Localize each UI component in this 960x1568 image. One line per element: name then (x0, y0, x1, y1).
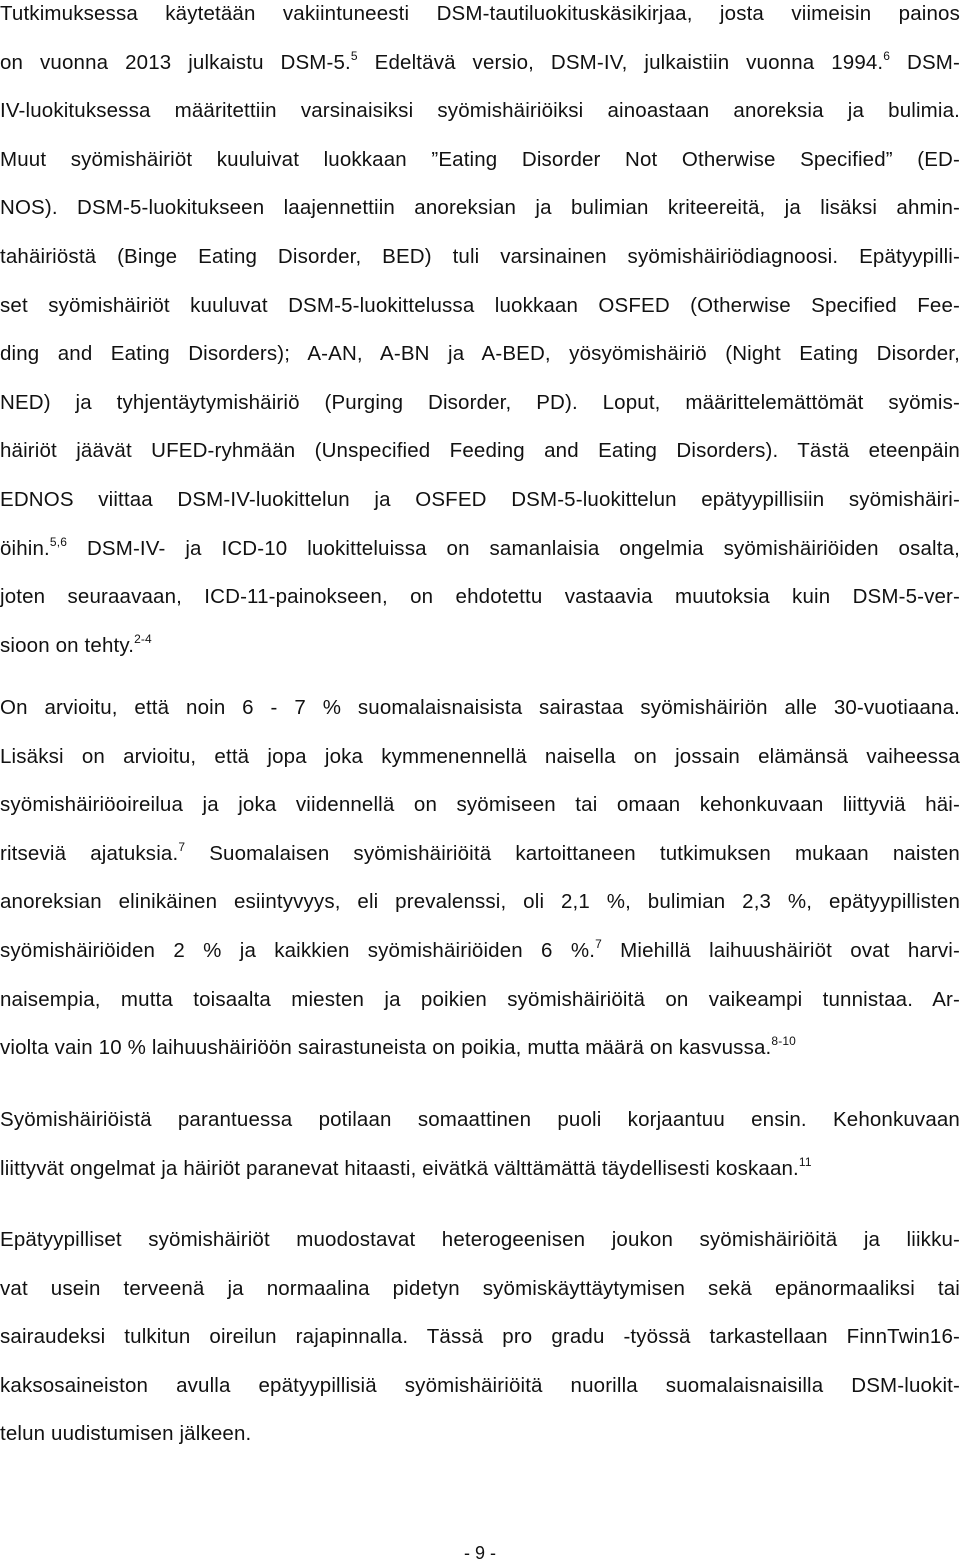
text-line: häiriöt jäävät UFED-ryhmään (Unspecified Feeding and Eating Disorders). Tästä eteenpäin (0, 439, 960, 463)
text-line: Lisäksi on arvioitu, että jopa joka kymmenennellä naisella on jossain elämänsä vaiheessa (0, 744, 960, 768)
paragraph-prevalence (0, 684, 960, 1073)
paragraph-atypical-disorders (0, 1216, 960, 1459)
citation-superscript: 5,6 (49, 534, 68, 549)
text-line (0, 39, 960, 88)
text-segment: DSM-IV- ja ICD-10 luokitteluissa on samanlaisia ongelmia syömishäiriöiden osalta, (67, 536, 960, 560)
text-line: tahäiriöstä (Binge Eating Disorder, BED) tuli varsinainen syömishäiriödiagnoosi. Epätyypilli- (0, 244, 960, 268)
text-line: IV-luokituksessa määritettiin varsinaisiksi syömishäiriöiksi ainoastaan anoreksia ja bulimia. (0, 99, 960, 123)
text-segment: on vuonna 2013 julkaistu DSM-5. (0, 50, 351, 74)
citation-superscript: 5 (350, 48, 358, 63)
citation-superscript: 7 (595, 936, 602, 951)
text-segment: violta vain 10 % laihuushäiriöön sairastuneista on poikia, mutta määrä on kasvussa. (0, 1036, 772, 1060)
page-number: - 9 - (463, 1543, 496, 1563)
text-line: ding and Eating Disorders); A-AN, A-BN ja A-BED, yösyömishäiriö (Night Eating Disorder, (0, 342, 960, 366)
text-line: naisempia, mutta toisaalta miesten ja poikien syömishäiriöitä on vaikeampi tunnistaa. Ar- (0, 987, 960, 1011)
text-segment: syömishäiriöiden 2 % ja kaikkien syömishäiriöiden 6 %. (0, 938, 596, 962)
text-line (0, 927, 960, 976)
text-line (0, 1145, 960, 1194)
text-line: NED) ja tyhjentäytymishäiriö (Purging Disorder, PD). Loput, määrittelemättömät syömis- (0, 390, 960, 414)
text-line: set syömishäiriöt kuuluvat DSM-5-luokittelussa luokkaan OSFED (Otherwise Specified Fee- (0, 293, 960, 317)
text-segment: Edeltävä versio, DSM-IV, julkaistiin vuonna 1994. (357, 50, 884, 74)
text-line: anoreksian elinikäinen esiintyvyys, eli prevalenssi, oli 2,1 %, bulimian 2,3 %, epätyypillisten (0, 890, 960, 914)
text-line: On arvioitu, että noin 6 - 7 % suomalaisnaisista sairastaa syömishäiriön alle 30-vuotiaana. (0, 696, 960, 719)
citation-superscript: 7 (178, 839, 186, 854)
citation-superscript: 11 (798, 1154, 812, 1169)
text-line: vat usein terveenä ja normaalina pidetyn syömiskäyttäytymisen sekä epänormaaliksi tai (0, 1276, 960, 1300)
text-line: telun uudistumisen jälkeen. (0, 1422, 252, 1446)
text-line (0, 622, 960, 671)
text-line: Syömishäiriöistä parantuessa potilaan somaattinen puoli korjaantuu ensin. Kehonkuvaan (0, 1108, 960, 1131)
text-line: joten seuraavaan, ICD-11-painokseen, on ehdotettu vastaavia muutoksia kuin DSM-5-ver- (0, 585, 960, 609)
text-segment: liittyvät ongelmat ja häiriöt paranevat hitaasti, eivätkä välttämättä täydellisesti koskaan. (0, 1156, 799, 1180)
text-line (0, 830, 960, 879)
text-line: Tutkimuksessa käytetään vakiintuneesti DSM-tautiluokituskäsikirjaa, josta viimeisin painos (0, 2, 960, 25)
citation-superscript: 2-4 (134, 631, 152, 646)
text-segment: Suomalaisen syömishäiriöitä kartoittaneen tutkimuksen mukaan naisten (185, 841, 960, 865)
text-line: syömishäiriöoireilua ja joka viidennellä on syömiseen tai omaan kehonkuvaan liittyviä häi- (0, 793, 960, 817)
text-line: sairaudeksi tulkitun oireilun rajapinnalla. Tässä pro gradu -työssä tarkastellaan FinnTwin16- (0, 1325, 960, 1349)
citation-superscript: 8-10 (771, 1034, 796, 1049)
text-line: Epätyypilliset syömishäiriöt muodostavat heterogeenisen joukon syömishäiriöitä ja liikku- (0, 1228, 960, 1251)
text-line (0, 1024, 960, 1073)
text-line (0, 525, 960, 574)
text-segment: sioon on tehty. (0, 633, 135, 657)
paragraph-dsm-classification (0, 0, 960, 670)
text-line: Muut syömishäiriöt kuuluivat luokkaan ”Eating Disorder Not Otherwise Specified” (ED- (0, 147, 960, 171)
text-segment: Miehillä laihuushäiriöt ovat harvi- (601, 938, 960, 962)
text-segment: DSM- (890, 50, 960, 74)
text-line: EDNOS viittaa DSM-IV-luokittelun ja OSFED DSM-5-luokittelun epätyypillisiin syömishäiri- (0, 487, 960, 511)
text-segment: ritseviä ajatuksia. (0, 841, 179, 865)
paragraph-recovery (0, 1096, 960, 1193)
text-line: NOS). DSM-5-luokitukseen laajennettiin anoreksian ja bulimian kriteereitä, ja lisäksi ahmin- (0, 196, 960, 220)
text-line: kaksosaineiston avulla epätyypillisiä syömishäiriöitä nuorilla suomalaisnaisilla DSM-luokit- (0, 1373, 960, 1397)
citation-superscript: 6 (883, 48, 891, 63)
text-segment: öihin. (0, 536, 50, 560)
